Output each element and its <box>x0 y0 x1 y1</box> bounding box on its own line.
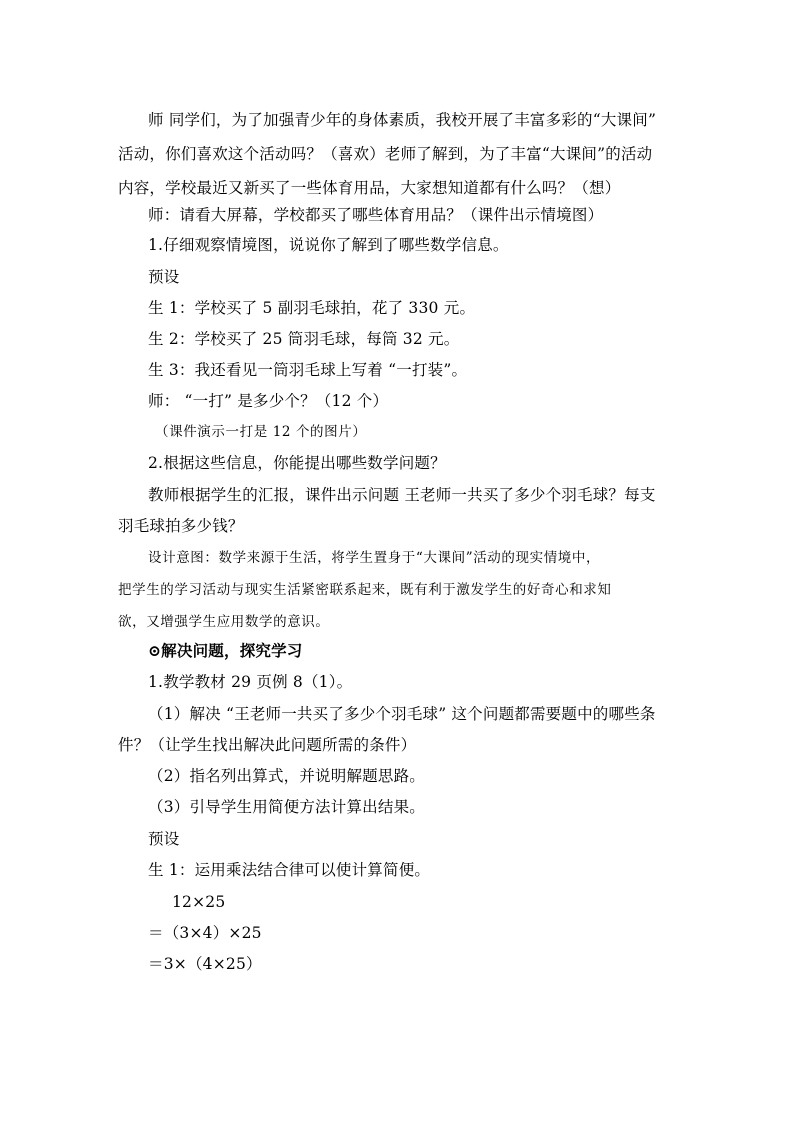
teacher-screen-line: 师：请看大屏幕，学校都买了哪些体育用品？（课件出示情境图） <box>148 206 604 224</box>
question-1-line-2: 件？（让学生找出解决此问题所需的条件） <box>118 736 417 754</box>
preset-label-1: 预设 <box>148 268 180 286</box>
design-intent-line-2: 把学生的学习活动与现实生活紧密联系起来，既有利于激发学生的好奇心和求知 <box>118 582 612 598</box>
question-2-line: （2）指名列出算式，并说明解题思路。 <box>148 767 425 785</box>
calculation-line-2: ＝（3×4）×25 <box>148 924 262 942</box>
paragraph-intro-line-2: 活动，你们喜欢这个活动吗？（喜欢）老师了解到，为了丰富“大课间”的活动 <box>118 145 653 163</box>
design-intent-line-3: 欲，又增强学生应用数学的意识。 <box>118 614 330 630</box>
student-1-method: 生 1：运用乘法结合律可以使计算简便。 <box>148 861 431 879</box>
teacher-problem-line-2: 羽毛球拍多少钱？ <box>118 517 244 535</box>
preset-label-2: 预设 <box>148 830 180 848</box>
paragraph-intro-line-3: 内容，学校最近又新买了一些体育用品，大家想知道都有什么吗？（想） <box>118 179 621 197</box>
teacher-problem-line-1: 教师根据学生的汇报，课件出示问题 王老师一共买了多少个羽毛球？每支 <box>148 486 656 504</box>
question-1-line-1: （1）解决 “王老师一共买了多少个羽毛球” 这个问题都需要题中的哪些条 <box>148 705 656 723</box>
student-2-answer: 生 2：学校买了 25 筒羽毛球，每筒 32 元。 <box>148 330 460 348</box>
student-3-answer: 生 3：我还看见一筒羽毛球上写着 “一打装”。 <box>148 361 468 379</box>
paragraph-intro-line-1: 师 同学们，为了加强青少年的身体素质，我校开展了丰富多彩的“大课间” <box>148 111 657 129</box>
calculation-line-1: 12×25 <box>172 893 226 911</box>
section-heading-solve: ⊙解决问题，探究学习 <box>148 641 303 660</box>
courseware-note: （课件演示一打是 12 个的图片） <box>155 424 367 440</box>
step-1-heading: 1.仔细观察情境图，说说你了解到了哪些数学信息。 <box>148 236 509 254</box>
calculation-line-3: ＝3×（4×25） <box>148 955 262 973</box>
design-intent-line-1: 设计意图：数学来源于生活，将学生置身于“大课间”活动的现实情境中， <box>148 550 601 566</box>
student-1-answer: 生 1：学校买了 5 副羽毛球拍，花了 330 元。 <box>148 299 476 317</box>
question-3-line: （3）引导学生用简便方法计算出结果。 <box>148 798 425 816</box>
teacher-question-dozen: 师： “一打” 是多少个？（12 个） <box>148 392 389 410</box>
textbook-example-line: 1.教学教材 29 页例 8（1）。 <box>148 673 353 691</box>
step-2-heading: 2.根据这些信息，你能提出哪些数学问题？ <box>148 454 446 472</box>
